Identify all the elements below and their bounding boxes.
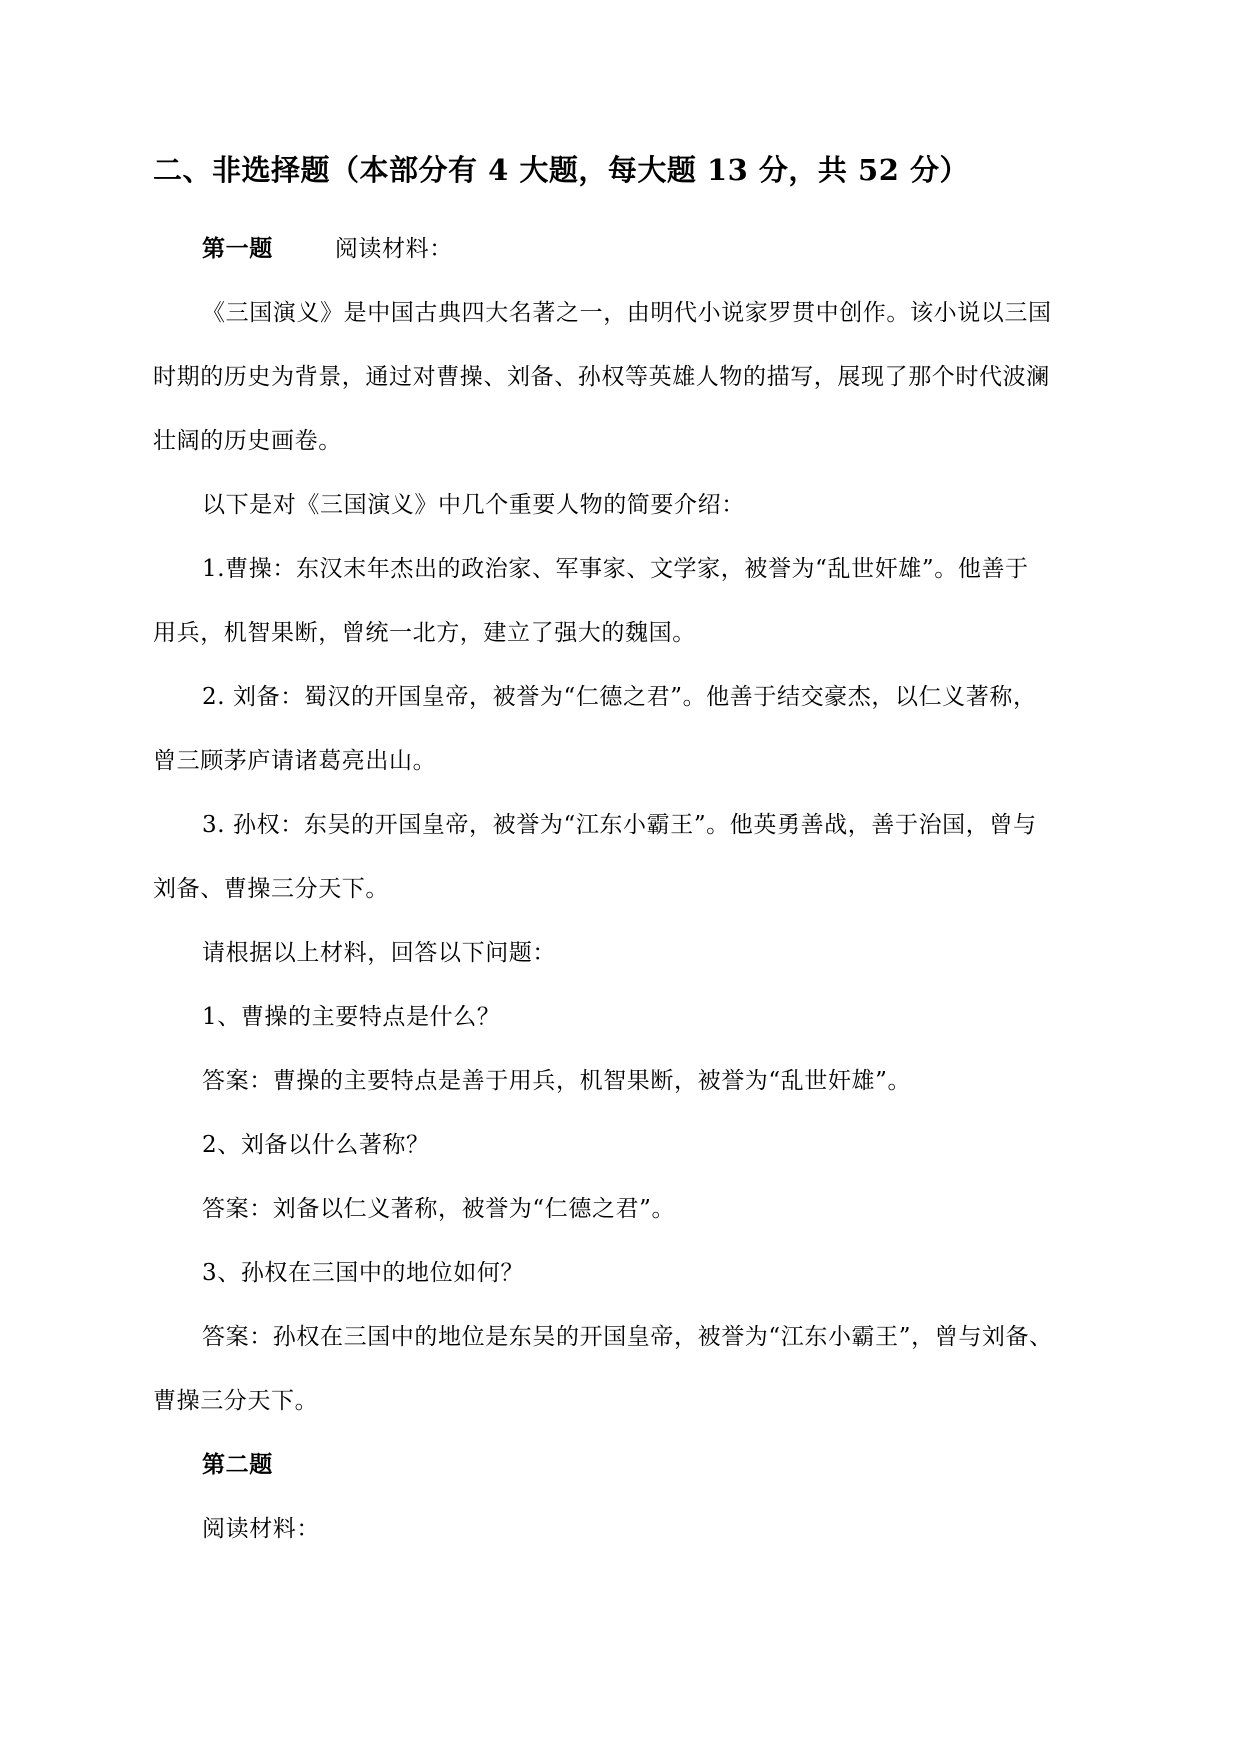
question-2-heading: 第二题: [202, 1451, 273, 1478]
section-title: 二、非选择题（本部分有 4 大题，每大题 13 分，共 52 分）: [153, 153, 969, 187]
sunquan-description-line: 3. 孙权：东吴的开国皇帝，被誉为“江东小霸王”。他英勇善战，善于治国，曾与: [202, 812, 1037, 838]
question-2-intro: 阅读材料：: [202, 1516, 320, 1542]
answer-1: 答案：曹操的主要特点是善于用兵，机智果断，被誉为“乱世奸雄”。: [202, 1068, 912, 1094]
caocao-description-line: 用兵，机智果断，曾统一北方，建立了强大的魏国。: [153, 620, 696, 646]
question-2: 2、刘备以什么著称？: [202, 1132, 430, 1158]
sunquan-description-line: 刘备、曹操三分天下。: [153, 876, 389, 902]
answer-2: 答案：刘备以仁义著称，被誉为“仁德之君”。: [202, 1196, 676, 1222]
question-1: 1、曹操的主要特点是什么？: [202, 1004, 501, 1030]
answer-3-line: 答案：孙权在三国中的地位是东吴的开国皇帝，被誉为“江东小霸王”，曾与刘备、: [202, 1324, 1053, 1350]
intro-characters-line: 以下是对《三国演义》中几个重要人物的简要介绍：: [202, 492, 745, 518]
material-paragraph-line: 《三国演义》是中国古典四大名著之一，由明代小说家罗贯中创作。该小说以三国: [202, 300, 1052, 326]
question-3: 3、孙权在三国中的地位如何？: [202, 1260, 525, 1286]
liubei-description-line: 曾三顾茅庐请诸葛亮出山。: [153, 748, 437, 774]
question-1-heading: 第一题: [202, 235, 273, 262]
material-paragraph-line: 壮阔的历史画卷。: [153, 428, 342, 454]
question-1-heading-line: [202, 234, 453, 264]
answer-3-line: 曹操三分天下。: [153, 1388, 319, 1414]
question-1-intro: 阅读材料：: [334, 236, 453, 262]
liubei-description-line: 2. 刘备：蜀汉的开国皇帝，被誉为“仁德之君”。他善于结交豪杰，以仁义著称，: [202, 684, 1037, 710]
caocao-description-line: 1.曹操：东汉末年杰出的政治家、军事家、文学家，被誉为“乱世奸雄”。他善于: [202, 556, 1029, 582]
material-paragraph-line: 时期的历史为背景，通过对曹操、刘备、孙权等英雄人物的描写，展现了那个时代波澜: [153, 364, 1050, 390]
answer-prompt: 请根据以上材料，回答以下问题：: [202, 940, 556, 966]
